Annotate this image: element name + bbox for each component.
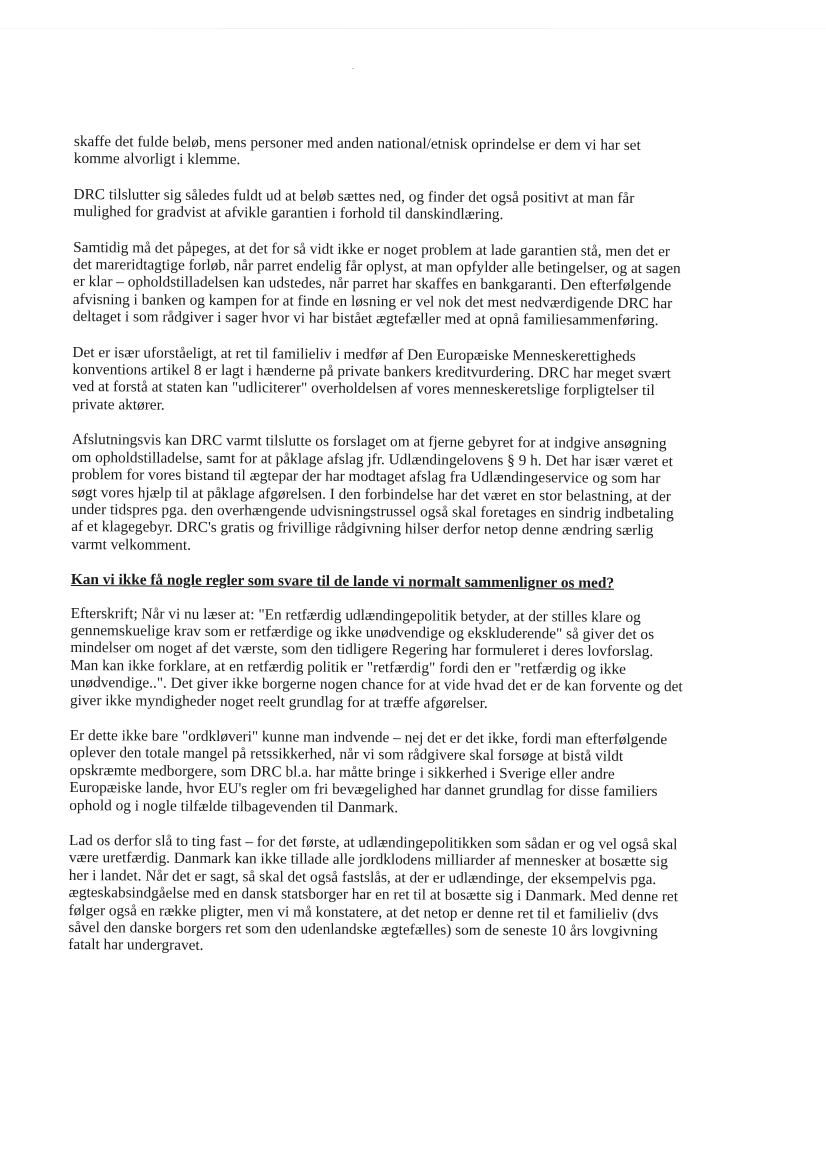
document-body [68,133,754,977]
paragraph: Det er især uforståeligt, at ret til familieliv i medfør af Den Europæiske Menneskerettigheds konventions artikel 8 er lagt i hænderne på private bankers kreditvurdering. DRC har meget svært ved at forstå at staten kan "udliciterer" overholdelsen af vores menneskeretslige forpligtelser til private aktører. [72,343,671,414]
paragraph: skaffe det fulde beløb, mens personer med anden national/etnisk oprindelse er dem vi har set komme alvorligt i klemme. [73,133,641,169]
scan-speck [352,68,354,69]
paragraph: Samtidig må det påpeges, at det for så vidt ikke er noget problem at lade garantien stå, men det er det mareridtagtige forløb, når parret endelig får oplyst, at man opfylder alle betingelser, og at sagen er klar – opholdstilladelsen kan udstedes, når parret har skaffes en bankgaranti. Den efterfølgende afvisning i banken og kampen for at finde en løsning er vel nok det mest nedværdigende DRC har deltaget i som rådgiver i sager hvor vi har bistået ægtefæller med at opnå familiesammenføring. [72,238,681,330]
paragraph: Er dette ikke bare "ordkløveri" kunne man indvende – nej det er det ikke, fordi man efterfølgende oplever den totale mangel på retssikkerhed, når vi som rådgivere skal forsøge at bistå vildt opskræmte medborgere, som DRC bl.a. har måtte bringe i sikkerhed i Sverige eller andre Europæiske lande, hvor EU's regler om fri bevægelighed har dannet grundlag for disse familiers ophold og i nogle tilfælde tilbagevenden til Danmark. [69,726,668,816]
paragraph: DRC tilslutter sig således fuldt ud at beløb sættes ned, og finder det også positivt at man får mulighed for gradvist at afvikle garantien i forhold til danskindlæring. [73,185,635,224]
paragraph: Lad os derfor slå to ting fast – for det første, at udlændingepolitikken som sådan er og vel også skal være uretfærdig. Danmark kan ikke tillade alle jordklodens milliarder af mennesker at bosætte sig her i landet. Når det er sagt, så skal det også fastslås, at der er udlændinge, der eksempelvis pga. ægteskabsindgåelse med en dansk statsborger har en ret til at bosætte sig i Danmark. Med denne ret følger også en række pligter, men vi må konstatere, at det netop er denne ret til et familieliv (dvs såvel den danske borgers ret som den udenlandske ægtefælles) som de seneste 10 års lovgivning fatalt har undergravet. [68,831,679,955]
paragraph: Afslutningsvis kan DRC varmt tilslutte os forslaget om at fjerne gebyret for at indgive ansøgning om opholdstilladelse, samt for at påklage afslag jfr. Udlændingelovens § 9 h. Det har især været et problem for vores bistand til ægtepar der har modtaget afslag fra Udlændingeservice og som har søgt vores hjælp til at påklage afgørelsen. I den forbindelse har det været en stor belastning, at der under tidspres pga. den overhængende udvisningstrussel også skal foretages en sindrig indbetaling af et klagegebyr. DRC's gratis og frivillige rådgivning hilser derfor netop denne ændring særlig varmt velkomment. [71,431,674,554]
scan-edge [0,28,826,29]
paragraph: Efterskrift; Når vi nu læser at: "En retfærdig udlændingepolitik betyder, at der stilles klare og gennemskuelige krav som er retfærdige og ikke unødvendige og ekskluderende" så giver det os mindelser om noget af det værste, som den tidligere Regering har formuleret i deres lovforslag. Man kan ikke forklare, at en retfærdig politik er "retfærdig" fordi den er "retfærdig og ikke unødvendige..". Det giver ikke borgerne nogen chance for at vide hvad det er de kan forvente og det giver ikke myndigheder noget reelt grundlag for at træffe afgørelser. [69,604,683,712]
section-heading: Kan vi ikke få nogle regler som svare til de lande vi normalt sammenligner os med? [70,571,615,592]
